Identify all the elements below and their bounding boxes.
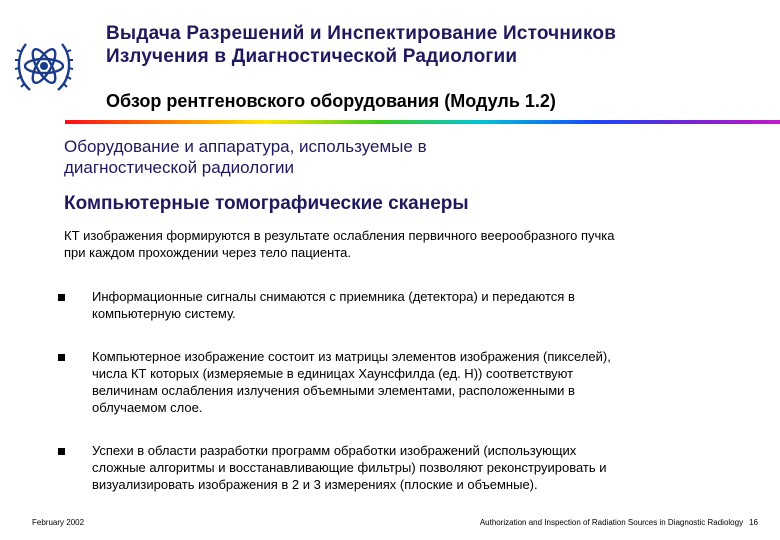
section-heading-line-1: Оборудование и аппаратура, используемые в [64, 137, 427, 156]
square-bullet-icon [58, 294, 65, 301]
footer-course [480, 518, 758, 527]
footer-date: February 2002 [32, 518, 85, 527]
page-number: 16 [749, 518, 758, 527]
bullet-line: визуализировать изображения в 2 и 3 измерениях (плоские и объемные). [92, 477, 538, 492]
intro-paragraph [64, 227, 764, 261]
bullet-line: величинам ослабления излучения объемными элементами, расположенными в [92, 383, 575, 398]
bullet-line: Компьютерное изображение состоит из матрицы элементов изображения (пикселей), [92, 349, 611, 364]
module-subtitle: Обзор рентгеновского оборудования (Модуль 1.2) [106, 91, 556, 111]
intro-line-2: при каждом прохождении через тело пациента. [64, 245, 351, 260]
square-bullet-icon [58, 354, 65, 361]
bullet-line: облучаемом слое. [92, 400, 203, 415]
title-line-1: Выдача Разрешений и Инспектирование Источников [106, 23, 617, 44]
bullet-line: компьютерную систему. [92, 306, 236, 321]
bullet-line: Информационные сигналы снимаются с приемника (детектора) и передаются в [92, 289, 575, 304]
bullet-list [52, 288, 752, 519]
iaea-atom-logo-icon [12, 34, 76, 98]
bullet-line: Успехи в области разработки программ обработки изображений (использующих [92, 443, 577, 458]
square-bullet-icon [58, 448, 65, 455]
section-subheading: Компьютерные томографические сканеры [64, 193, 469, 214]
intro-line-1: КТ изображения формируются в результате ослабления первичного веерообразного пучка [64, 228, 615, 243]
rainbow-divider [65, 120, 780, 124]
section-heading-line-2: диагностической радиологии [64, 158, 294, 177]
bullet-item [52, 348, 752, 416]
section-heading [64, 136, 744, 178]
slide-title [106, 22, 766, 68]
title-line-2: Излучения в Диагностической Радиологии [106, 46, 518, 67]
bullet-line: сложные алгоритмы и восстанавливающие фильтры) позволяют реконструировать и [92, 460, 607, 475]
bullet-item [52, 442, 752, 493]
footer-course-title: Authorization and Inspection of Radiation Sources in Diagnostic Radiology [479, 518, 744, 527]
bullet-item [52, 288, 752, 322]
bullet-line: числа КТ которых (измеряемые в единицах Хаунсфилда (ед. Н)) соответствуют [92, 366, 574, 381]
